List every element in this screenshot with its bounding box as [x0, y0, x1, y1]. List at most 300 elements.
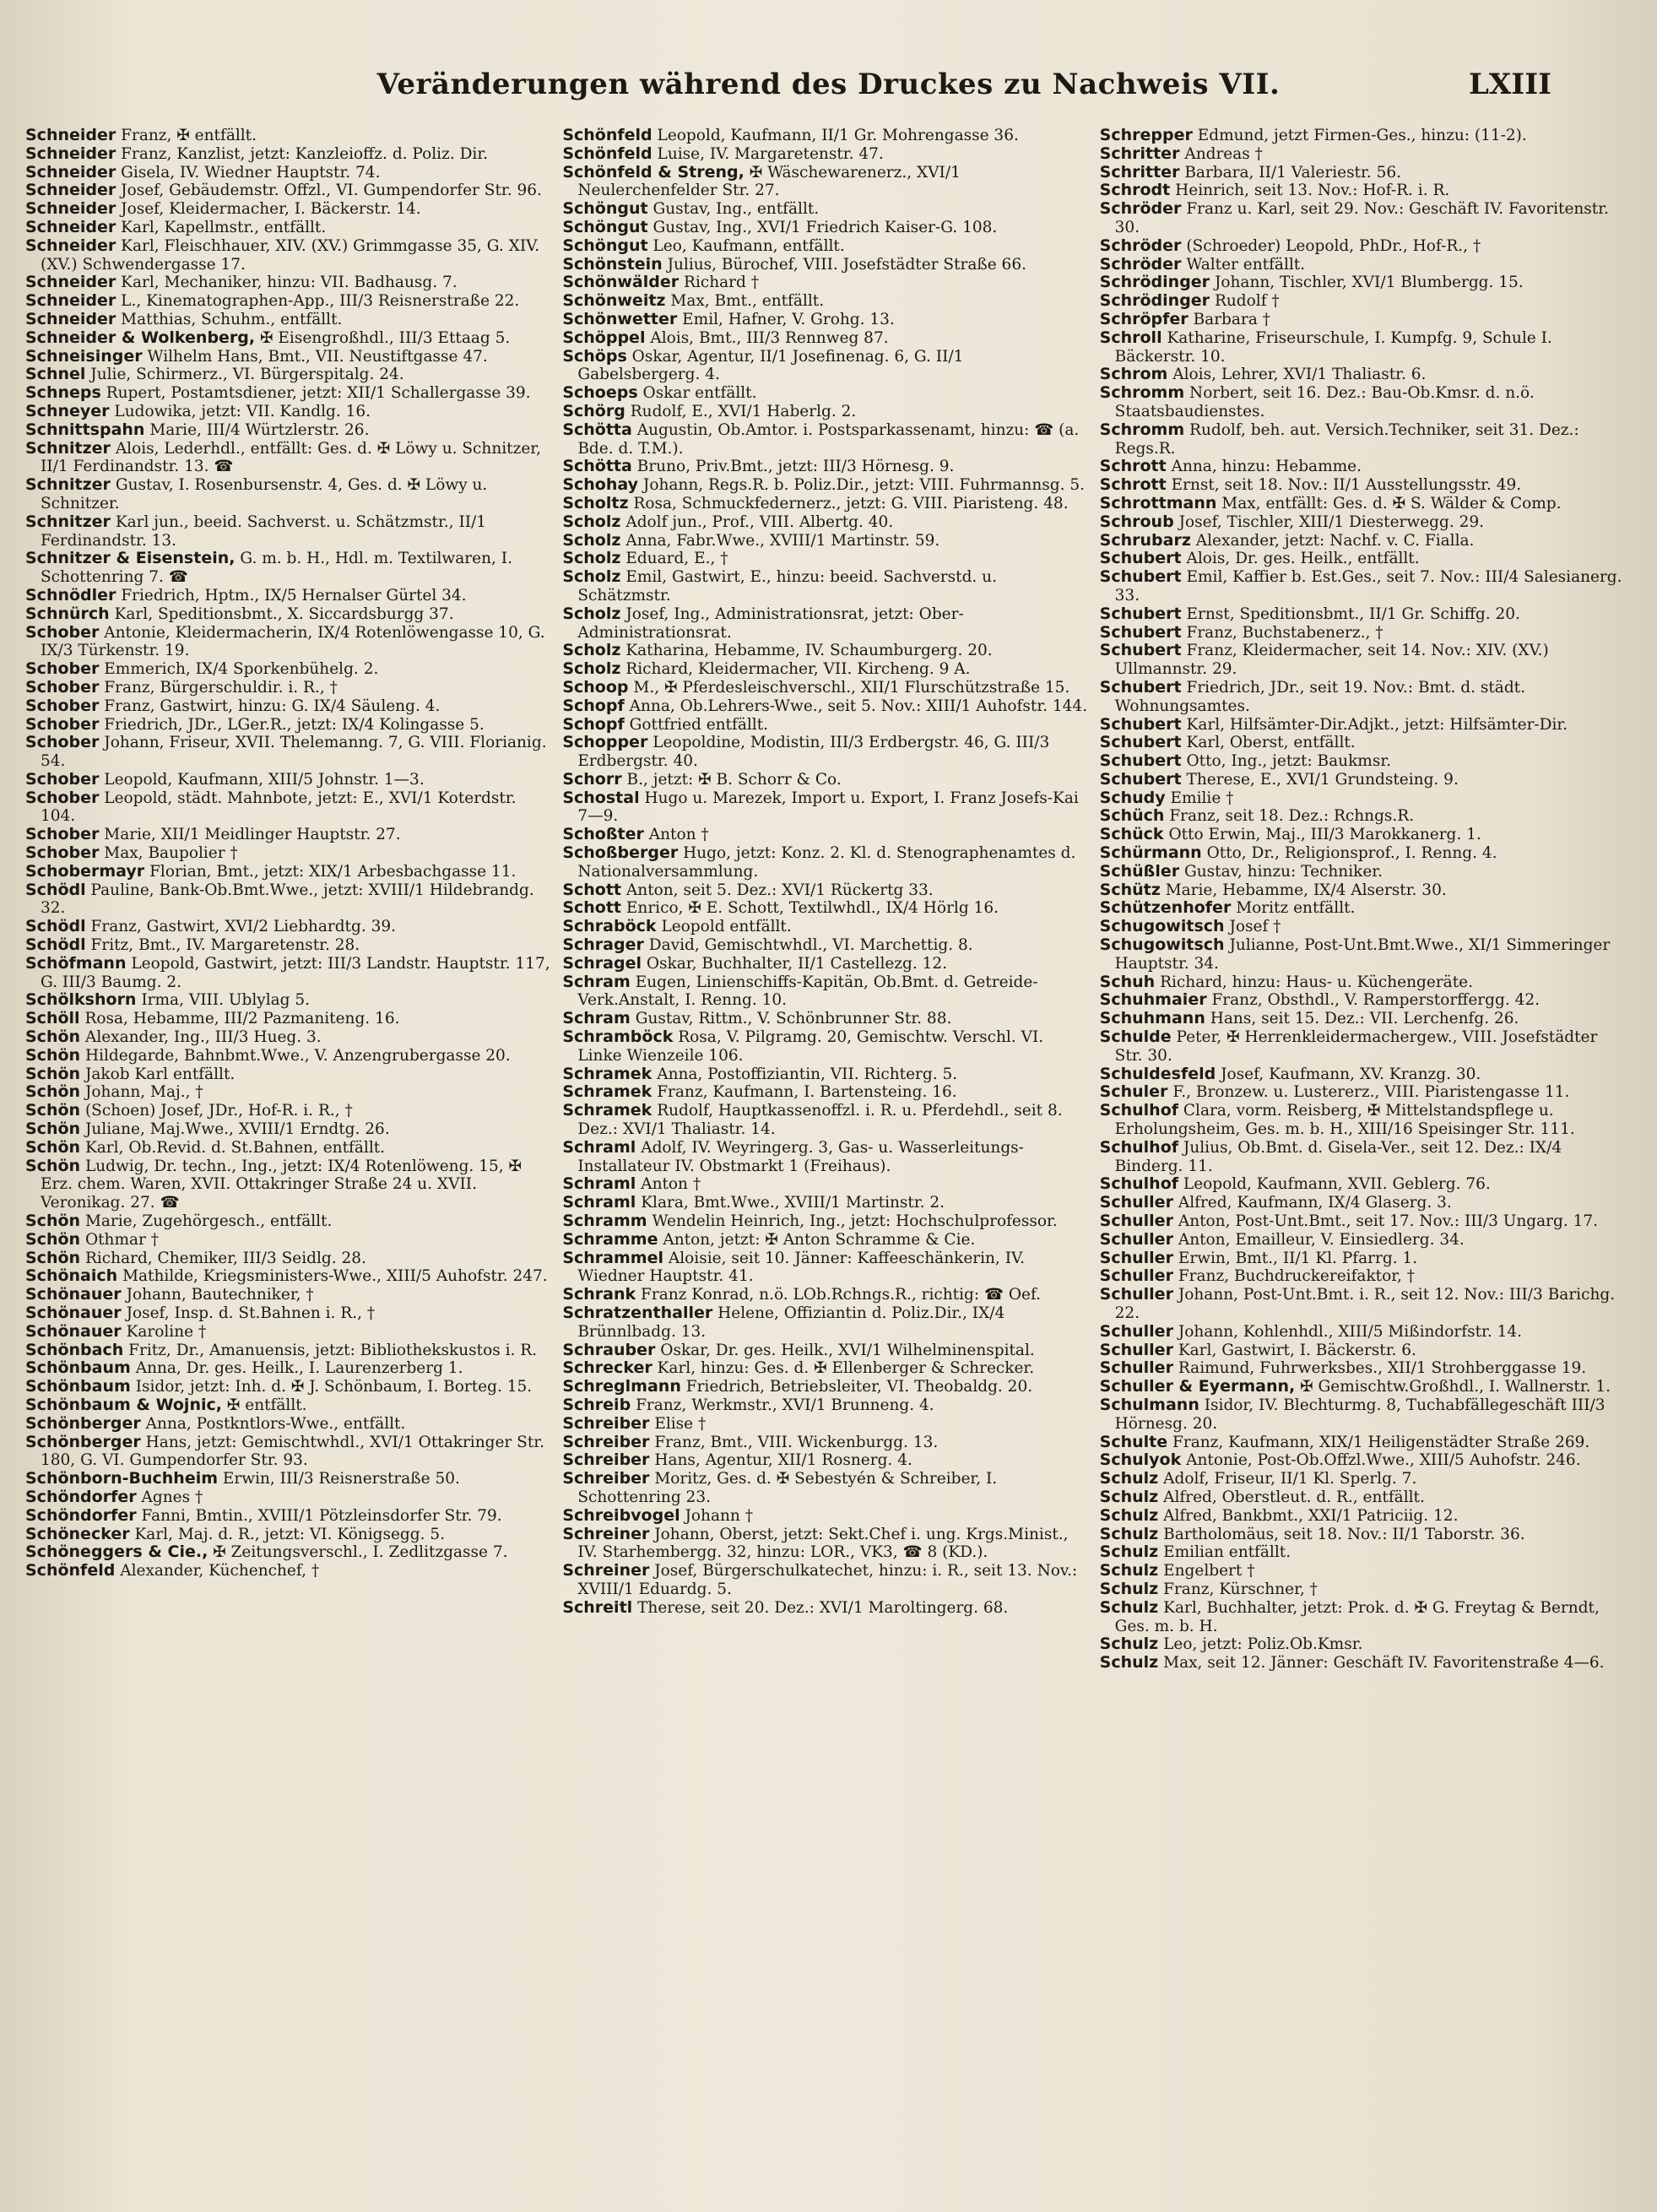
directory-entry — [1100, 1599, 1625, 1636]
entry-details: Oskar, Buchhalter, II/1 Castellezg. 12. — [646, 954, 948, 973]
directory-entry — [25, 311, 550, 329]
directory-entry — [25, 771, 550, 789]
entry-details: Leopold, Gastwirt, jetzt: III/3 Landstr. Hauptstr. 117, G. III/3 Baumg. 2. — [41, 954, 550, 991]
directory-entry — [562, 348, 1087, 385]
entry-name: Schraböck — [562, 917, 657, 936]
entry-details: Emil, Hafner, V. Grohg. 13. — [682, 310, 895, 328]
entry-details: Alexander, Ing., III/3 Hueg. 3. — [84, 1028, 322, 1047]
entry-details: Wilhelm Hans, Bmt., VII. Neustiftgasse 47. — [147, 347, 488, 366]
entry-name: Schödl — [25, 935, 86, 955]
entry-details: Friedrich, JDr., LGer.R., jetzt: IX/4 Kolingasse 5. — [104, 715, 485, 734]
entry-details: Antonie, Kleidermacherin, IX/4 Rotenlöwengasse 10, G. IX/3 Türkenstr. 19. — [41, 623, 545, 660]
entry-details: Karl, Ob.Revid. d. St.Bahnen, entfällt. — [84, 1138, 386, 1157]
directory-entry — [562, 1451, 1087, 1470]
directory-entry — [25, 844, 550, 863]
directory-entry — [562, 642, 1087, 660]
entry-name: Schönauer — [25, 1304, 122, 1322]
entry-name: Schreiner — [562, 1524, 650, 1543]
entry-details: Ernst, seit 18. Nov.: II/1 Ausstellungsstr. 49. — [1171, 476, 1522, 495]
entry-name: Schneisinger — [25, 346, 143, 366]
directory-entry — [1100, 1286, 1625, 1323]
directory-entry — [562, 476, 1087, 495]
directory-entry — [1100, 1580, 1625, 1599]
entry-details: Katharina, Hebamme, IV. Schaumburgerg. 20. — [625, 642, 993, 660]
entry-details: Anton † — [641, 1175, 701, 1194]
entry-name: Schraml — [562, 1174, 636, 1194]
entry-name: Schötta — [562, 420, 632, 439]
directory-entry — [25, 127, 550, 145]
entry-details: Agnes † — [141, 1488, 203, 1506]
entry-details: Isidor, jetzt: Inh. d. ✠ J. Schönbaum, I. Borteg. 15. — [135, 1378, 533, 1396]
entry-details: Emil, Gastwirt, E., hinzu: beeid. Sachverstd. u. Schätzmstr. — [577, 568, 997, 605]
entry-details: Fritz, Dr., Amanuensis, jetzt: Bibliothekskustos i. R. — [128, 1341, 538, 1359]
entry-name: Schröder — [1099, 254, 1182, 274]
entry-details: Josef † — [1229, 918, 1281, 936]
directory-entry — [1100, 256, 1625, 274]
directory-entry — [25, 1065, 550, 1084]
entry-name: Schönborn-Buchheim — [25, 1469, 219, 1488]
directory-entry — [25, 329, 550, 348]
directory-entry — [562, 789, 1087, 827]
entry-name: Schön — [25, 1156, 81, 1175]
entry-name: Schober — [25, 677, 100, 697]
directory-entry — [562, 550, 1087, 568]
entry-name: Schreglmann — [562, 1377, 681, 1396]
entry-details: (Schoen) Josef, JDr., Hof-R. i. R., † — [84, 1102, 353, 1120]
entry-name: Schrodt — [1099, 181, 1171, 200]
directory-entry — [562, 899, 1087, 918]
entry-details: Franz, Kanzlist, jetzt: Kanzleioffz. d. Poliz. Dir. — [121, 144, 489, 163]
entry-name: Schubert — [1099, 714, 1182, 734]
entry-name: Schröpfer — [1099, 309, 1189, 328]
entry-details: Julie, Schirmerz., VI. Bürgerspitalg. 24. — [90, 366, 404, 384]
entry-details: Isidor, IV. Blechturmg. 8, Tuchabfällegeschäft III/3 Hörnesg. 20. — [1114, 1396, 1606, 1433]
directory-entry — [25, 1562, 550, 1580]
directory-entry — [1100, 807, 1625, 826]
entry-name: Schugowitsch — [1099, 935, 1225, 955]
directory-entry — [562, 716, 1087, 735]
entry-details: Marie, Zugehörgesch., entfällt. — [84, 1212, 333, 1231]
entry-details: Emil, Kaffier b. Est.Ges., seit 7. Nov.: III/4 Salesianerg. 33. — [1114, 568, 1622, 605]
entry-details: Anna, hinzu: Hebamme. — [1171, 458, 1362, 476]
directory-entry — [562, 1250, 1087, 1287]
entry-details: Franz, Gastwirt, XVI/2 Liebhardtg. 39. — [90, 918, 396, 936]
entry-name: Schnel — [25, 365, 86, 384]
directory-entry — [25, 936, 550, 955]
directory-entry — [25, 513, 550, 550]
entry-details: Oskar entfällt. — [642, 384, 757, 403]
entry-details: Gustav, Rittm., V. Schönbrunner Str. 88. — [635, 1010, 952, 1028]
entry-name: Schober — [25, 733, 100, 752]
directory-entry — [25, 403, 550, 421]
column-right — [1100, 127, 1625, 2187]
entry-name: Schöneggers & Cie., — [25, 1542, 208, 1562]
entry-name: Schrottmann — [1099, 493, 1217, 512]
entry-details: Karl, hinzu: Ges. d. ✠ Ellenberger & Schrecker. — [657, 1359, 1035, 1378]
directory-entry — [25, 881, 550, 919]
entry-details: Leopoldine, Modistin, III/3 Erdbergstr. 46, G. III/3 Erdbergstr. 40. — [577, 734, 1050, 771]
entry-details: Max, Baupolier † — [104, 844, 238, 863]
entry-name: Schraml — [562, 1137, 636, 1157]
entry-details: Josef, Bürgerschulkatechet, hinzu: i. R., seit 13. Nov.: XVIII/1 Eduardg. 5. — [577, 1562, 1078, 1598]
entry-details: Eugen, Linienschiffs-Kapitän, Ob.Bmt. d. Getreide-Verk.Anstalt, I. Renng. 10. — [577, 973, 1038, 1010]
entry-details: Moritz, Ges. d. ✠ Sebestyén & Schreiber, I. Schottenring 23. — [577, 1470, 998, 1506]
directory-entry — [25, 1028, 550, 1047]
directory-entry — [562, 1599, 1087, 1618]
entry-name: Schnitzer & Eisenstein, — [25, 549, 236, 568]
entry-details: Clara, vorm. Reisberg, ✠ Mittelstandspflege u. Erholungsheim, Ges. m. b. H., XIII/16 Speisinger Str. 111. — [1114, 1102, 1575, 1139]
entry-details: Karl, Kapellmstr., entfällt. — [121, 218, 327, 236]
entry-name: Schroub — [1099, 512, 1174, 531]
entry-name: Schönbaum — [25, 1358, 131, 1378]
entry-details: ✠ Eisengroßhdl., III/3 Ettaag 5. — [260, 328, 511, 347]
directory-entry — [1100, 568, 1625, 605]
entry-details: Edmund, jetzt Firmen-Ges., hinzu: (11-2). — [1197, 127, 1527, 144]
entry-name: Schön — [25, 1027, 81, 1047]
directory-entry — [25, 1488, 550, 1507]
entry-name: Scholz — [562, 549, 621, 568]
entry-name: Schulz — [1099, 1469, 1159, 1488]
entry-name: Schüch — [1099, 806, 1165, 826]
entry-name: Schneps — [25, 383, 101, 403]
directory-entry — [25, 1304, 550, 1323]
entry-details: Otto, Dr., Religionsprof., I. Renng. 4. — [1206, 844, 1497, 863]
entry-name: Schönfeld — [562, 127, 653, 144]
entry-details: Johann, Tischler, XVI/1 Blumbergg. 15. — [1214, 274, 1524, 292]
entry-details: Josef, Gebäudemstr. Offzl., VI. Gumpendorfer Str. 96. — [121, 182, 542, 200]
entry-name: Schreiber — [562, 1432, 650, 1451]
page-number: LXIII — [1469, 68, 1551, 101]
entry-name: Schnittspahn — [25, 420, 145, 439]
entry-details: Gustav, hinzu: Techniker. — [1183, 862, 1383, 881]
entry-details: ✠ Gemischtw.Großhdl., I. Wallnerstr. 1. — [1300, 1378, 1611, 1396]
entry-details: Florian, Bmt., jetzt: XIX/1 Arbesbachgasse 11. — [149, 862, 517, 881]
directory-entry — [1100, 384, 1625, 421]
entry-details: Leopold, Kaufmann, XIII/5 Johnstr. 1—3. — [104, 770, 425, 789]
entry-name: Schönfeld & Streng, — [562, 162, 745, 182]
entry-details: Emilian entfällt. — [1163, 1543, 1291, 1562]
entry-details: Aloisie, seit 10. Jänner: Kaffeeschänkerin, IV. Wiedner Hauptstr. 41. — [577, 1249, 1026, 1286]
entry-name: Schoßberger — [562, 843, 679, 863]
directory-entry — [562, 826, 1087, 844]
entry-name: Schopper — [562, 733, 648, 752]
directory-entry — [1100, 863, 1625, 881]
entry-name: Schneider — [25, 291, 116, 311]
directory-entry — [1100, 1010, 1625, 1028]
entry-name: Schobermayr — [25, 861, 145, 881]
entry-details: Alois, Lehrer, XVI/1 Thaliastr. 6. — [1172, 366, 1427, 384]
directory-entry — [562, 697, 1087, 716]
directory-entry — [1100, 1250, 1625, 1268]
entry-details: Augustin, Ob.Amtor. i. Postsparkassenamt, hinzu: ☎ (a. Bde. d. T.M.). — [577, 420, 1080, 458]
entry-details: M., ✠ Pferdesleischverschl., XII/1 Flurschützstraße 15. — [633, 678, 1070, 697]
directory-entry — [562, 237, 1087, 256]
directory-entry — [25, 1047, 550, 1065]
entry-name: Scholtz — [562, 493, 629, 512]
entry-details: Matthias, Schuhm., entfällt. — [121, 310, 343, 328]
entry-details: Richard, hinzu: Haus- u. Küchengeräte. — [1160, 973, 1473, 991]
entry-details: Franz Konrad, n.ö. LOb.Rchngs.R., richtig: ☎ Oef. — [641, 1286, 1042, 1304]
entry-details: Anna, Fabr.Wwe., XVIII/1 Martinstr. 59. — [625, 531, 940, 550]
entry-details: Franz, Kaufmann, I. Bartensteing. 16. — [657, 1083, 957, 1102]
directory-entry — [1100, 1396, 1625, 1434]
entry-details: Josef, Ing., Administrationsrat, jetzt: Ober-Administrationsrat. — [577, 605, 964, 642]
entry-details: Gustav, Ing., XVI/1 Friedrich Kaiser-G. 108. — [653, 218, 998, 236]
entry-name: Schrauber — [562, 1340, 656, 1359]
directory-entry — [25, 1158, 550, 1212]
entry-name: Schubert — [1099, 751, 1182, 771]
entry-details: Karl, Maj. d. R., jetzt: VI. Königsegg. 5. — [134, 1525, 446, 1543]
directory-entry — [562, 1102, 1087, 1139]
directory-entry — [562, 734, 1087, 771]
directory-entry — [25, 1415, 550, 1434]
directory-entry — [25, 550, 550, 587]
entry-name: Schöndorfer — [25, 1487, 137, 1506]
entry-name: Schreib — [562, 1395, 631, 1414]
directory-entry — [562, 1231, 1087, 1250]
entry-details: Franz, Werkmstr., XVI/1 Brunneng. 4. — [636, 1396, 934, 1414]
directory-entry — [1100, 237, 1625, 256]
directory-entry — [25, 1231, 550, 1250]
directory-entry — [562, 1028, 1087, 1065]
column-middle — [562, 127, 1087, 2187]
directory-entry — [1100, 991, 1625, 1010]
entry-name: Scholz — [562, 604, 621, 623]
directory-entry — [25, 1286, 550, 1304]
directory-entry — [25, 863, 550, 881]
directory-entry — [25, 1396, 550, 1415]
directory-entry — [25, 366, 550, 384]
directory-entry — [562, 1139, 1087, 1176]
directory-entry — [562, 1286, 1087, 1304]
entry-name: Schuller — [1099, 1266, 1173, 1286]
entry-details: Alois, Bmt., III/3 Rennweg 87. — [650, 328, 889, 347]
directory-entry — [562, 458, 1087, 476]
entry-name: Schuler — [1099, 1082, 1168, 1102]
entry-name: Schölkshorn — [25, 990, 137, 1010]
entry-name: Schritter — [1099, 144, 1180, 163]
entry-name: Schödl — [25, 880, 86, 899]
entry-details: Hans, jetzt: Gemischtwhdl., XVI/1 Ottakringer Str. 180, G. VI. Gumpendorfer Str. 93. — [41, 1433, 544, 1470]
entry-name: Schulz — [1099, 1524, 1159, 1543]
directory-entry — [25, 716, 550, 735]
entry-details: Anton, Emailleur, V. Einsiedlerg. 34. — [1178, 1230, 1465, 1249]
entry-name: Schuller & Eyermann, — [1099, 1377, 1296, 1396]
entry-details: Franz, Bmt., VIII. Wickenburgg. 13. — [654, 1433, 939, 1451]
entry-details: Julius, Ob.Bmt. d. Gisela-Ver., seit 12. Dez.: IX/4 Binderg. 11. — [1114, 1138, 1562, 1175]
entry-name: Schober — [25, 714, 100, 734]
entry-name: Schober — [25, 769, 100, 789]
directory-entry — [562, 1010, 1087, 1028]
directory-entry — [25, 1010, 550, 1028]
entry-details: Rosa, Hebamme, III/2 Pazmaniteng. 16. — [84, 1010, 400, 1028]
directory-entry — [25, 789, 550, 827]
entry-name: Schönbach — [25, 1340, 124, 1359]
entry-details: Elise † — [654, 1414, 707, 1433]
directory-entry — [25, 421, 550, 440]
entry-details: Helene, Offiziantin d. Poliz.Dir., IX/4 Brünnlbadg. 13. — [577, 1304, 1005, 1341]
entry-name: Schnödler — [25, 585, 116, 605]
directory-entry — [25, 587, 550, 605]
directory-entry — [1100, 1543, 1625, 1562]
directory-entry — [25, 918, 550, 936]
entry-details: Franz, Bürgerschuldir. i. R., † — [104, 678, 338, 697]
entry-name: Schöppel — [562, 328, 646, 347]
directory-entry — [1100, 145, 1625, 164]
directory-entry — [25, 237, 550, 274]
entry-name: Schrödinger — [1099, 273, 1210, 292]
entry-name: Schulhof — [1099, 1101, 1179, 1120]
entry-name: Schuller — [1099, 1229, 1173, 1249]
entry-details: Karl, Fleischhauer, XIV. (XV.) Grimmgasse 35, G. XIV. (XV.) Schwendergasse 17. — [41, 236, 540, 274]
entry-name: Schubert — [1099, 567, 1182, 587]
directory-entry — [1100, 1102, 1625, 1139]
entry-details: Luise, IV. Margaretenstr. 47. — [657, 144, 884, 163]
entry-name: Schubert — [1099, 769, 1182, 789]
entry-name: Schönbaum — [25, 1377, 131, 1396]
directory-entry — [1100, 513, 1625, 532]
directory-entry — [25, 734, 550, 771]
entry-details: F., Bronzew. u. Lustererz., VIII. Piaristengasse 11. — [1172, 1083, 1570, 1102]
entry-name: Schuhmann — [1099, 1009, 1205, 1028]
entry-details: Bartholomäus, seit 18. Nov.: II/1 Taborstr. 36. — [1163, 1525, 1525, 1543]
entry-details: Fanni, Bmtin., XVIII/1 Pötzleinsdorfer Str. 79. — [141, 1506, 502, 1525]
entry-name: Schröder — [1099, 236, 1182, 255]
directory-entry — [562, 1083, 1087, 1102]
directory-entry — [562, 532, 1087, 550]
directory-entry — [1100, 127, 1625, 145]
entry-details: Mathilde, Kriegsministers-Wwe., XIII/5 Auhofstr. 247. — [122, 1267, 548, 1286]
entry-name: Schrödinger — [1099, 291, 1210, 311]
entry-details: Juliane, Maj.Wwe., XVIII/1 Erndtg. 26. — [84, 1120, 390, 1139]
directory-entry — [562, 256, 1087, 274]
entry-name: Schönfeld — [562, 144, 653, 163]
entry-name: Schrager — [562, 935, 644, 955]
entry-name: Schramm — [562, 1212, 647, 1231]
entry-name: Schopf — [562, 714, 625, 734]
entry-name: Schöndorfer — [25, 1505, 137, 1525]
directory-entry — [1100, 642, 1625, 679]
entry-name: Schohay — [562, 475, 639, 495]
entry-name: Schönweitz — [562, 291, 666, 311]
entry-details: Karl, Oberst, entfällt. — [1186, 734, 1356, 752]
directory-entry — [562, 329, 1087, 348]
entry-name: Schulz — [1099, 1597, 1159, 1617]
entry-name: Schragel — [562, 953, 642, 973]
entry-name: Schönwetter — [562, 309, 678, 328]
entry-name: Schneider — [25, 309, 116, 328]
entry-name: Schreiber — [562, 1469, 650, 1488]
directory-entry — [1100, 200, 1625, 237]
entry-name: Schönstein — [562, 254, 663, 274]
entry-details: Othmar † — [84, 1230, 160, 1249]
entry-name: Schober — [25, 622, 100, 642]
directory-entry — [562, 955, 1087, 973]
entry-name: Schröder — [1099, 199, 1182, 219]
directory-entry — [1100, 1488, 1625, 1507]
entry-details: Wendelin Heinrich, Ing., jetzt: Hochschulprofessor. — [652, 1212, 1058, 1231]
directory-entry — [25, 1378, 550, 1396]
entry-details: Barbara, II/1 Valeriestr. 56. — [1184, 163, 1401, 182]
entry-name: Schöll — [25, 1009, 80, 1028]
entry-details: Adolf, Friseur, II/1 Kl. Sperlg. 7. — [1163, 1470, 1417, 1488]
entry-details: Anton † — [648, 826, 709, 844]
directory-entry — [25, 1434, 550, 1471]
directory-entry — [562, 421, 1087, 458]
entry-details: Ludwig, Dr. techn., Ing., jetzt: IX/4 Rotenlöweng. 15, ✠ Erz. chem. Waren, XVII. Ottakringer Straße 24 u. XVII. Veronikag. 27. ☎ — [41, 1157, 522, 1212]
directory-entry — [1100, 532, 1625, 550]
directory-entry — [1100, 292, 1625, 311]
directory-entry — [562, 311, 1087, 329]
directory-entry — [1100, 1434, 1625, 1452]
directory-entry — [562, 1194, 1087, 1212]
entry-details: Adolf, IV. Weyringerg. 3, Gas- u. Wasserleitungs-Installateur IV. Obstmarkt 1 (Freihaus). — [577, 1138, 1024, 1175]
directory-entry — [562, 1342, 1087, 1360]
directory-entry — [1100, 1470, 1625, 1488]
entry-details: Leo, Kaufmann, entfällt. — [653, 236, 845, 255]
entry-details: Leo, jetzt: Poliz.Ob.Kmsr. — [1163, 1635, 1363, 1654]
directory-entry — [1100, 476, 1625, 495]
directory-entry — [1100, 274, 1625, 292]
entry-name: Schrank — [562, 1285, 636, 1304]
directory-entry — [1100, 1323, 1625, 1342]
entry-details: Alfred, Kaufmann, IX/4 Glaserg. 3. — [1178, 1194, 1452, 1212]
entry-details: Rudolf, E., XVI/1 Haberlg. 2. — [630, 402, 857, 420]
directory-entry — [1100, 1231, 1625, 1250]
entry-name: Schneider — [25, 162, 116, 182]
directory-entry — [562, 1065, 1087, 1084]
directory-entry — [25, 1526, 550, 1544]
entry-details: Karl, Buchhalter, jetzt: Prok. d. ✠ G. Freytag & Berndt, Ges. m. b. H. — [1114, 1598, 1600, 1635]
entry-name: Schulz — [1099, 1487, 1159, 1506]
directory-entry — [25, 1083, 550, 1102]
directory-entry — [1100, 1212, 1625, 1231]
entry-details: Johann, Oberst, jetzt: Sekt.Chef i. ung. Krgs.Minist., IV. Starhembergg. 32, hinzu: LOR., VK3, ☎ 8 (KD.). — [577, 1525, 1069, 1562]
entry-details: Eduard, E., † — [625, 550, 728, 568]
entry-details: B., jetzt: ✠ B. Schorr & Co. — [626, 770, 842, 789]
directory-entry — [25, 679, 550, 697]
entry-details: Franz, Kleidermacher, seit 14. Nov.: XIV. (XV.) Ullmannstr. 29. — [1114, 642, 1549, 679]
entry-name: Schönauer — [25, 1321, 122, 1341]
entry-name: Schrubarz — [1099, 530, 1191, 550]
entry-name: Schramme — [562, 1229, 658, 1249]
entry-details: ✠ Wäschewarenerz., XVI/1 Neulerchenfelder Str. 27. — [577, 163, 961, 200]
entry-name: Schugowitsch — [1099, 917, 1225, 936]
entry-name: Schüßler — [1099, 861, 1180, 881]
directory-entry — [25, 1359, 550, 1378]
entry-name: Schuller — [1099, 1285, 1173, 1304]
directory-entry — [562, 973, 1087, 1011]
entry-details: Gottfried entfällt. — [629, 715, 769, 734]
entry-name: Schön — [25, 1101, 81, 1120]
entry-details: Alexander, jetzt: Nachf. v. C. Fialla. — [1195, 531, 1475, 550]
directory-entry — [25, 274, 550, 292]
entry-details: Bruno, Priv.Bmt., jetzt: III/3 Hörnesg. 9. — [636, 458, 955, 476]
entry-details: Richard, Chemiker, III/3 Seidlg. 28. — [84, 1249, 366, 1267]
entry-name: Schoßter — [562, 825, 644, 844]
entry-details: (Schroeder) Leopold, PhDr., Hof-R., † — [1186, 236, 1481, 255]
directory-entry — [562, 495, 1087, 513]
entry-details: Klara, Bmt.Wwe., XVIII/1 Martinstr. 2. — [641, 1194, 945, 1212]
entry-details: Leopold entfällt. — [661, 918, 792, 936]
entry-name: Schön — [25, 1045, 81, 1065]
entry-name: Schön — [25, 1120, 81, 1139]
entry-details: Franz, Kürschner, † — [1163, 1580, 1318, 1598]
directory-entry — [1100, 329, 1625, 366]
entry-name: Schön — [25, 1082, 81, 1102]
directory-entry — [25, 1250, 550, 1268]
entry-name: Schuller — [1099, 1193, 1173, 1212]
